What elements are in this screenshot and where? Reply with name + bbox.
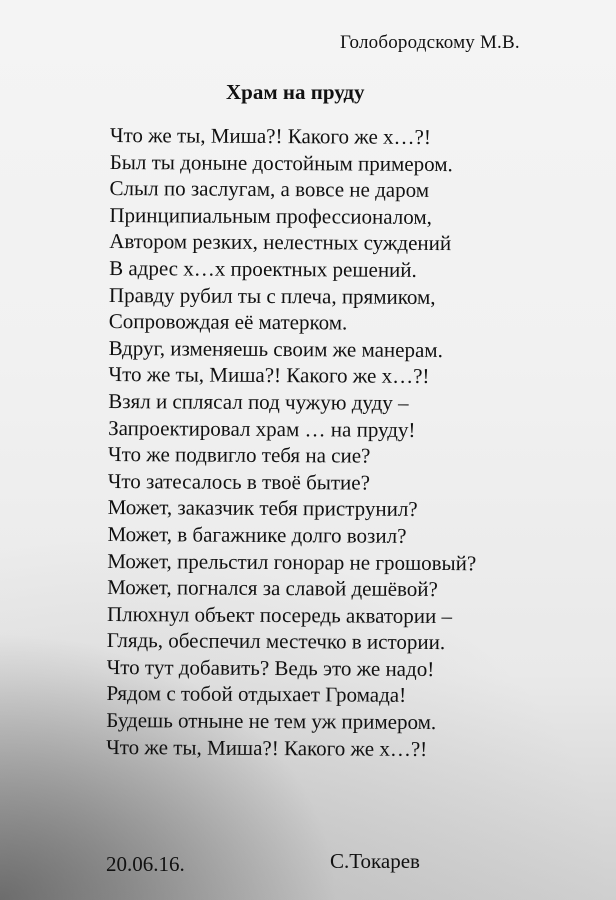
poem-line: Глядь, обеспечил местечко в истории. [106,628,446,655]
poem-line: Может, погнался за славой дешёвой? [107,575,438,602]
poem-line: Может, прельстил гонорар не грошовый? [107,548,477,575]
poem-line: Будешь отныне не тем уж примером. [106,708,437,735]
poem-line: Рядом с тобой отдыхает Громада! [106,681,407,708]
dedication: Голобородскому М.В. [340,32,520,53]
signature-date: 20.06.16. [106,852,185,876]
poem-line: В адрес х…х проектных решений. [109,255,417,282]
poem-line: Правду рубил ты с плеча, прямиком, [108,282,436,309]
author-signature: С.Токарев [330,849,420,873]
poem-line: Что же ты, Миша?! Какого же х…?! [109,122,431,149]
poem-line: Был ты доныне достойным примером. [109,149,453,176]
poem-line: Запроектировал храм … на пруду! [108,415,416,442]
poem-line: Взял и сплясал под чужую дуду – [108,388,409,415]
poem-line: Автором резких, нелестных суждений [109,229,452,256]
poem-line: Вдруг, изменяешь своим же манерам. [108,335,443,362]
poem-line: Что тут добавить? Ведь это же надо! [106,654,435,681]
poem-title: Храм на пруду [226,80,365,104]
poem-line: Что же ты, Миша?! Какого же х…?! [106,734,428,761]
poem-line: Сопровождая её матерком. [108,309,348,335]
poem-line: Что же ты, Миша?! Какого же х…?! [108,362,430,389]
poem-line: Может, в багажнике долго возил? [107,521,407,548]
poem-line: Что же подвигло тебя на сие? [107,442,371,468]
poem-line: Плюхнул объект посередь акватории – [106,601,453,628]
poem-line: Принципиальным профессионалом, [109,202,432,229]
poem-line: Может, заказчик тебя приструнил? [107,495,418,522]
poem-body [106,122,479,762]
poem-line: Что затесалось в твоё бытие? [107,468,371,495]
poem-line: Слыл по заслугам, а вовсе не даром [109,176,430,203]
